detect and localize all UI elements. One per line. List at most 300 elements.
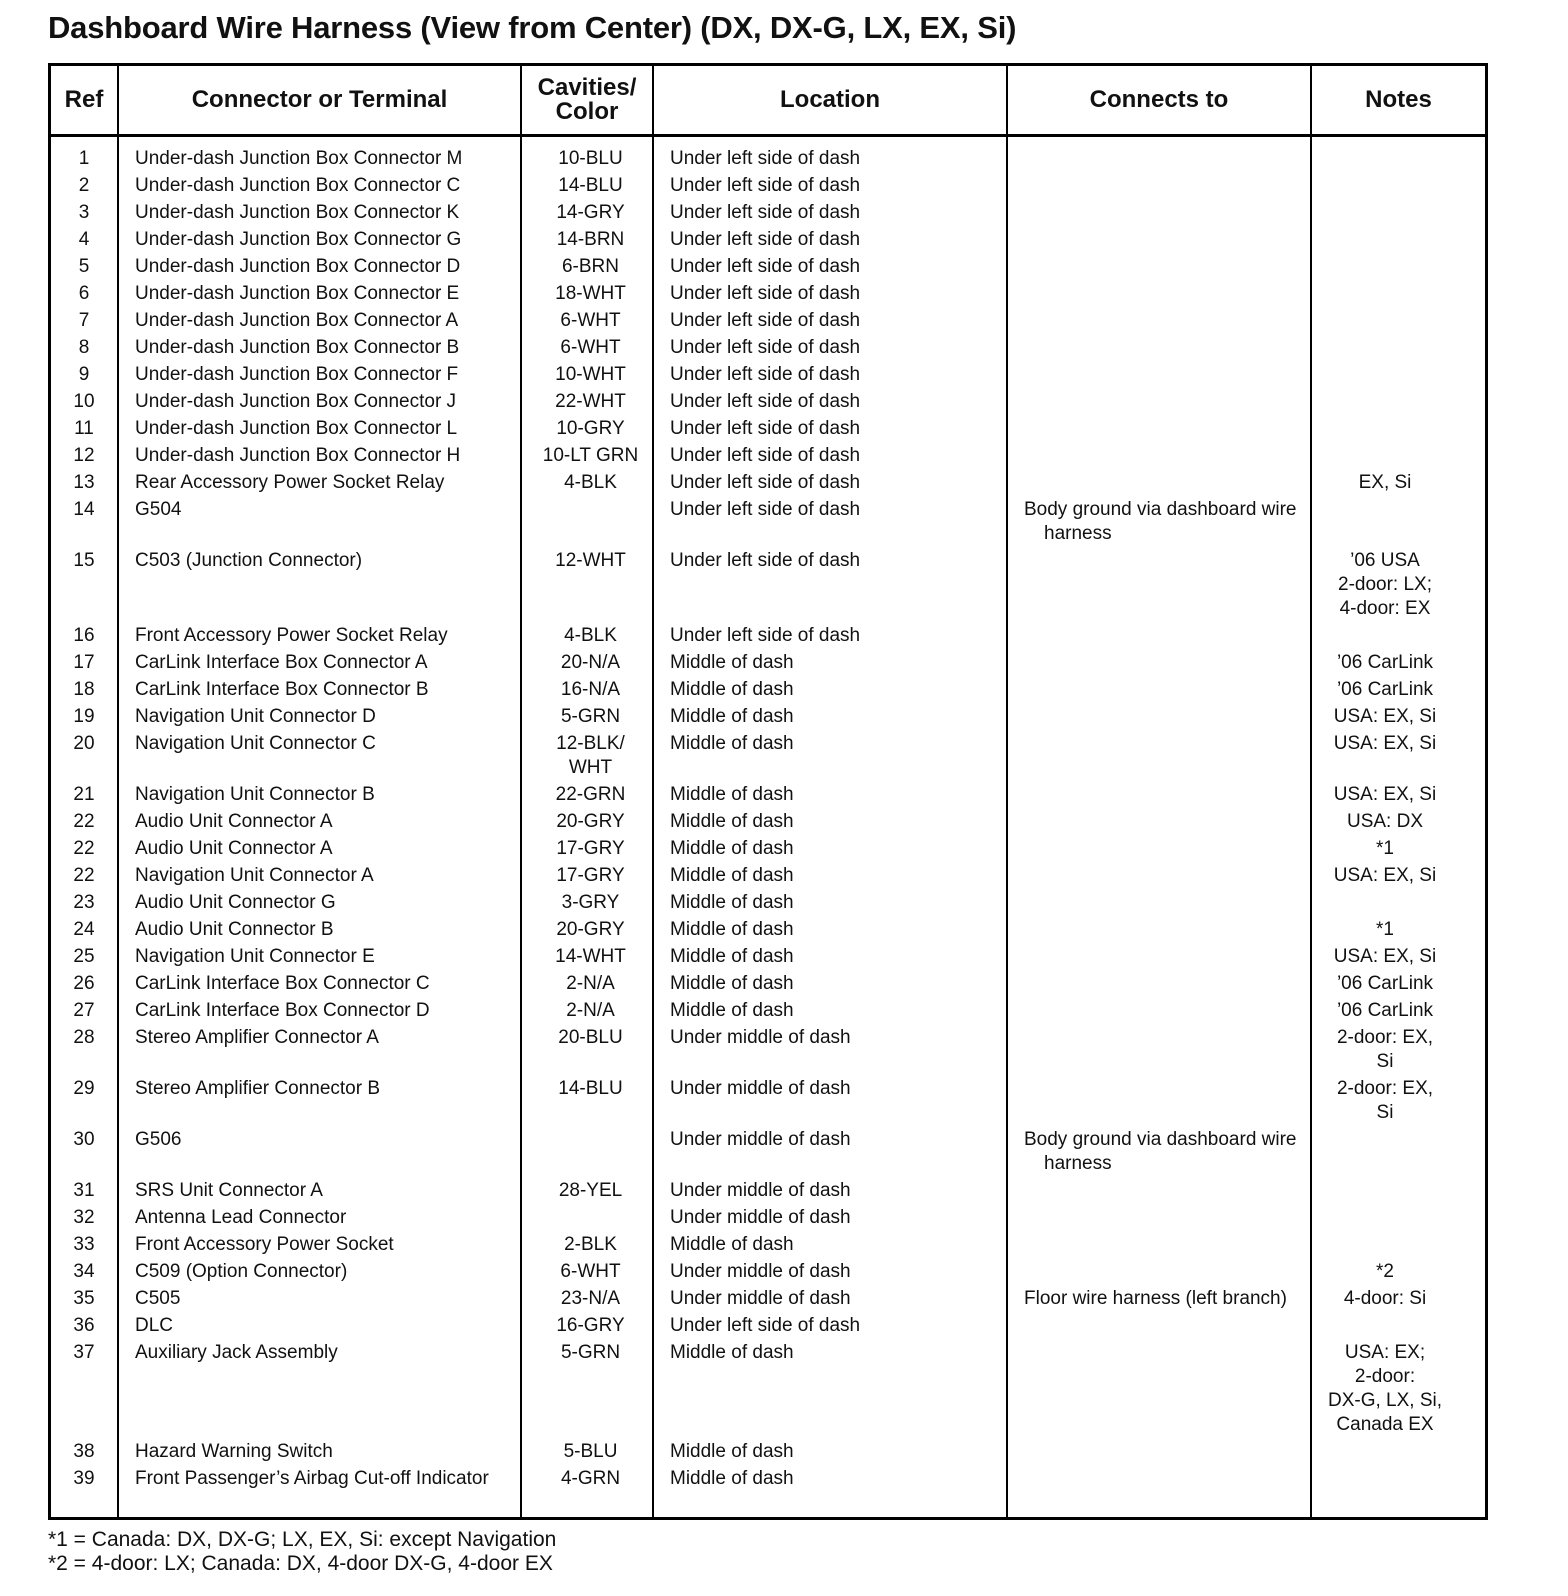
cavities-line: 14-GRY [556, 202, 625, 223]
cavities-line: 14-BRN [556, 229, 625, 250]
location-cell: Middle of dash [670, 1342, 794, 1363]
cavities-cell [523, 864, 658, 888]
cavities-cell [523, 363, 658, 387]
notes-cell [1315, 945, 1455, 969]
cavities-line: 17-GRY [556, 838, 625, 859]
connector-cell: Under-dash Junction Box Connector J [135, 391, 457, 412]
notes-cell [1315, 999, 1455, 1023]
notes-cell [1315, 732, 1455, 756]
cavities-cell [523, 918, 658, 942]
location-cell: Under left side of dash [670, 1315, 861, 1336]
header-ref: Ref [64, 86, 104, 113]
ref-cell: 4 [78, 229, 90, 250]
ref-cell: 17 [73, 652, 95, 673]
table-row [51, 498, 1485, 549]
location-cell: Middle of dash [670, 838, 794, 859]
note-line: 4-door: Si [1343, 1288, 1427, 1309]
connects-to-line: harness [1044, 1153, 1112, 1174]
ref-cell: 35 [73, 1288, 95, 1309]
table-row [51, 417, 1485, 444]
table-row [51, 651, 1485, 678]
connector-cell: Navigation Unit Connector B [135, 784, 375, 805]
table-row [51, 972, 1485, 999]
location-cell: Under middle of dash [670, 1129, 851, 1150]
cavities-cell [523, 174, 658, 198]
location-cell: Middle of dash [670, 1441, 794, 1462]
location-cell: Middle of dash [670, 652, 794, 673]
cavities-line: 16-N/A [560, 679, 621, 700]
table-row [51, 309, 1485, 336]
location-cell: Middle of dash [670, 784, 794, 805]
note-line: USA: EX, Si [1333, 946, 1437, 967]
location-cell: Middle of dash [670, 973, 794, 994]
location-cell: Under middle of dash [670, 1207, 851, 1228]
cavities-line: 20-N/A [560, 652, 621, 673]
connector-cell: Under-dash Junction Box Connector K [135, 202, 460, 223]
footnote-2: *2 = 4-door: LX; Canada: DX, 4-door DX-G, 4-door EX [48, 1552, 553, 1575]
location-cell: Under left side of dash [670, 148, 861, 169]
location-cell: Under left side of dash [670, 202, 861, 223]
table-row [51, 1179, 1485, 1206]
connector-cell: Navigation Unit Connector C [135, 733, 376, 754]
ref-cell: 14 [73, 499, 95, 520]
cavities-cell [523, 783, 658, 807]
cavities-cell [523, 471, 658, 495]
page-title: Dashboard Wire Harness (View from Center) (DX, DX-G, LX, EX, Si) [48, 10, 1017, 45]
connector-cell: Navigation Unit Connector E [135, 946, 375, 967]
cavities-line: 12-BLK/ [556, 733, 625, 754]
cavities-cell [523, 1467, 658, 1491]
cavities-line: 5-GRN [560, 1342, 621, 1363]
ref-cell: 29 [73, 1078, 95, 1099]
ref-cell: 31 [73, 1180, 95, 1201]
cavities-cell [523, 228, 658, 252]
location-cell: Under left side of dash [670, 499, 861, 520]
note-line: USA: EX, Si [1333, 706, 1437, 727]
connector-cell: CarLink Interface Box Connector D [135, 1000, 430, 1021]
note-line: ’06 CarLink [1336, 652, 1434, 673]
location-cell: Under left side of dash [670, 175, 861, 196]
table-row [51, 1314, 1485, 1341]
table-row [51, 837, 1485, 864]
connector-table [48, 63, 1488, 1520]
ref-cell: 2 [78, 175, 90, 196]
cavities-cell [523, 1314, 658, 1338]
cavities-cell [523, 651, 658, 675]
ref-cell: 20 [73, 733, 95, 754]
ref-cell: 10 [73, 391, 95, 412]
notes-cell [1315, 549, 1455, 621]
cavities-cell [523, 678, 658, 702]
notes-cell [1315, 1026, 1455, 1074]
ref-cell: 7 [78, 310, 90, 331]
cavities-line: 10-LT GRN [542, 445, 639, 466]
ref-cell: 15 [73, 550, 95, 571]
notes-cell [1315, 810, 1455, 834]
location-cell: Under middle of dash [670, 1027, 851, 1048]
table-row [51, 363, 1485, 390]
cavities-line: 12-WHT [555, 550, 626, 571]
connector-cell: Hazard Warning Switch [135, 1441, 333, 1462]
note-line: *1 [1376, 838, 1394, 859]
note-line: DX-G, LX, Si, [1327, 1390, 1443, 1411]
table-row [51, 255, 1485, 282]
location-cell: Under left side of dash [670, 337, 861, 358]
cavities-line: 2-N/A [566, 973, 615, 994]
note-line: Si [1376, 1051, 1394, 1072]
header-cavities [522, 66, 652, 134]
note-line: 4-door: EX [1339, 598, 1431, 619]
connector-cell: Under-dash Junction Box Connector G [135, 229, 462, 250]
connector-cell: Audio Unit Connector G [135, 892, 336, 913]
cavities-cell [523, 624, 658, 648]
cavities-cell [523, 309, 658, 333]
ref-cell: 37 [73, 1342, 95, 1363]
cavities-line: WHT [568, 757, 613, 778]
cavities-line: 17-GRY [556, 865, 625, 886]
table-row [51, 201, 1485, 228]
table-row [51, 1233, 1485, 1260]
table-row [51, 732, 1485, 783]
cavities-cell [523, 1077, 658, 1101]
location-cell: Under middle of dash [670, 1180, 851, 1201]
ref-cell: 1 [78, 148, 90, 169]
cavities-line: 2-BLK [564, 1234, 617, 1255]
note-line: EX, Si [1358, 472, 1412, 493]
note-line: 2-door: EX, [1336, 1027, 1434, 1048]
cavities-line: 6-BRN [561, 256, 619, 277]
connector-cell: Under-dash Junction Box Connector E [135, 283, 460, 304]
connector-cell: Front Accessory Power Socket Relay [135, 625, 448, 646]
table-row [51, 624, 1485, 651]
location-cell: Under left side of dash [670, 364, 861, 385]
ref-cell: 22 [73, 811, 95, 832]
cavities-cell [523, 1341, 658, 1365]
location-cell: Under left side of dash [670, 625, 861, 646]
connector-cell: DLC [135, 1315, 174, 1336]
table-row [51, 390, 1485, 417]
location-cell: Middle of dash [670, 865, 794, 886]
table-row [51, 471, 1485, 498]
ref-cell: 23 [73, 892, 95, 913]
cavities-line: 22-WHT [555, 391, 626, 412]
cavities-cell [523, 336, 658, 360]
connector-cell: Under-dash Junction Box Connector M [135, 148, 463, 169]
table-row [51, 549, 1485, 624]
note-line: 2-door: EX, [1336, 1078, 1434, 1099]
connector-cell: Under-dash Junction Box Connector A [135, 310, 459, 331]
cavities-line: 10-BLU [558, 148, 623, 169]
notes-cell [1315, 1287, 1455, 1311]
connector-cell: C505 [135, 1288, 181, 1309]
location-cell: Under left side of dash [670, 283, 861, 304]
cavities-line: 3-GRY [561, 892, 620, 913]
table-row [51, 1260, 1485, 1287]
location-cell: Under left side of dash [670, 472, 861, 493]
ref-cell: 36 [73, 1315, 95, 1336]
table-row [51, 228, 1485, 255]
table-row [51, 1206, 1485, 1233]
cavities-line: 23-N/A [560, 1288, 621, 1309]
connector-cell: Auxiliary Jack Assembly [135, 1342, 338, 1363]
notes-cell [1315, 837, 1455, 861]
header-cavities-line2: Color [555, 98, 619, 125]
table-row [51, 1128, 1485, 1179]
ref-cell: 30 [73, 1129, 95, 1150]
cavities-line: 14-BLU [558, 175, 623, 196]
connects-to-line: harness [1044, 523, 1112, 544]
table-row [51, 705, 1485, 732]
location-cell: Under middle of dash [670, 1261, 851, 1282]
cavities-cell [523, 282, 658, 306]
table-row [51, 282, 1485, 309]
header-divider [51, 134, 1485, 137]
location-cell: Middle of dash [670, 946, 794, 967]
cavities-cell [523, 417, 658, 441]
notes-cell [1315, 1341, 1455, 1437]
ref-cell: 13 [73, 472, 95, 493]
ref-cell: 9 [78, 364, 90, 385]
connector-cell: Audio Unit Connector A [135, 811, 333, 832]
table-row [51, 1440, 1485, 1467]
cavities-line: 14-WHT [555, 946, 626, 967]
table-row [51, 945, 1485, 972]
connector-cell: C503 (Junction Connector) [135, 550, 363, 571]
table-row [51, 864, 1485, 891]
note-line: Si [1376, 1102, 1394, 1123]
cavities-cell [523, 999, 658, 1023]
cavities-line: 14-BLU [558, 1078, 623, 1099]
table-row [51, 336, 1485, 363]
connector-cell: Under-dash Junction Box Connector B [135, 337, 460, 358]
table-row [51, 783, 1485, 810]
location-cell: Under middle of dash [670, 1288, 851, 1309]
connector-cell: Antenna Lead Connector [135, 1207, 347, 1228]
location-cell: Middle of dash [670, 706, 794, 727]
cavities-cell [523, 201, 658, 225]
location-cell: Middle of dash [670, 733, 794, 754]
ref-cell: 24 [73, 919, 95, 940]
cavities-line: 6-WHT [560, 310, 621, 331]
cavities-cell [523, 1179, 658, 1203]
footnotes [48, 1528, 556, 1576]
cavities-line: 5-BLU [563, 1441, 618, 1462]
header-connects-to: Connects to [1089, 86, 1229, 113]
table-row [51, 174, 1485, 201]
location-cell: Under left side of dash [670, 229, 861, 250]
ref-cell: 11 [74, 418, 94, 439]
table-row [51, 1467, 1485, 1494]
ref-cell: 5 [78, 256, 90, 277]
ref-cell: 22 [73, 838, 95, 859]
cavities-cell [523, 549, 658, 573]
table-body [51, 147, 1485, 1494]
connector-cell: Under-dash Junction Box Connector C [135, 175, 461, 196]
ref-cell: 16 [73, 625, 95, 646]
cavities-cell [523, 390, 658, 414]
cavities-line: 18-WHT [555, 283, 626, 304]
note-line: Canada EX [1336, 1414, 1434, 1435]
connector-cell: CarLink Interface Box Connector B [135, 679, 429, 700]
note-line: USA: EX, Si [1333, 865, 1437, 886]
location-cell: Middle of dash [670, 1468, 794, 1489]
cavities-line: 16-GRY [556, 1315, 625, 1336]
connects-to-line: Body ground via dashboard wire [1024, 1129, 1297, 1150]
notes-cell [1315, 918, 1455, 942]
cavities-cell [523, 255, 658, 279]
note-line: USA: DX [1346, 811, 1424, 832]
cavities-cell [523, 1026, 658, 1050]
note-line: ’06 CarLink [1336, 1000, 1434, 1021]
cavities-cell [523, 837, 658, 861]
table-row [51, 1287, 1485, 1314]
connector-cell: Rear Accessory Power Socket Relay [135, 472, 445, 493]
connector-cell: Stereo Amplifier Connector B [135, 1078, 381, 1099]
table-row [51, 147, 1485, 174]
cavities-line: 4-GRN [560, 1468, 621, 1489]
note-line: USA: EX, Si [1333, 733, 1437, 754]
note-line: *2 [1376, 1261, 1394, 1282]
cavities-cell [523, 732, 658, 780]
cavities-line: 4-BLK [564, 625, 617, 646]
connects-to-cell [1024, 498, 1324, 546]
cavities-line: 20-BLU [558, 1027, 623, 1048]
connector-cell: G506 [135, 1129, 182, 1150]
cavities-cell [523, 972, 658, 996]
location-cell: Middle of dash [670, 811, 794, 832]
notes-cell [1315, 783, 1455, 807]
cavities-line: 5-GRN [560, 706, 621, 727]
location-cell: Under left side of dash [670, 445, 861, 466]
ref-cell: 25 [73, 946, 95, 967]
cavities-line: 2-N/A [566, 1000, 615, 1021]
ref-cell: 39 [73, 1468, 95, 1489]
connector-cell: SRS Unit Connector A [135, 1180, 323, 1201]
note-line: 2-door: [1354, 1366, 1416, 1387]
ref-cell: 28 [73, 1027, 95, 1048]
ref-cell: 22 [73, 865, 95, 886]
table-row [51, 999, 1485, 1026]
location-cell: Under left side of dash [670, 256, 861, 277]
notes-cell [1315, 705, 1455, 729]
ref-cell: 32 [73, 1207, 95, 1228]
note-line: USA: EX, Si [1333, 784, 1437, 805]
connector-cell: Under-dash Junction Box Connector H [135, 445, 461, 466]
notes-cell [1315, 1260, 1455, 1284]
cavities-line: 4-BLK [564, 472, 617, 493]
cavities-line: 28-YEL [558, 1180, 623, 1201]
table-row [51, 1077, 1485, 1128]
connector-cell: CarLink Interface Box Connector C [135, 973, 430, 994]
ref-cell: 26 [73, 973, 95, 994]
connector-cell: Front Passenger’s Airbag Cut-off Indicator [135, 1468, 489, 1489]
connector-cell: Under-dash Junction Box Connector D [135, 256, 461, 277]
connects-to-line: Body ground via dashboard wire [1024, 499, 1297, 520]
ref-cell: 12 [73, 445, 95, 466]
cavities-cell [523, 1440, 658, 1464]
cavities-line: 6-WHT [560, 337, 621, 358]
connector-cell: Audio Unit Connector A [135, 838, 333, 859]
connector-cell: C509 (Option Connector) [135, 1261, 348, 1282]
footnote-1: *1 = Canada: DX, DX-G; LX, EX, Si: except Navigation [48, 1528, 557, 1551]
table-row [51, 1341, 1485, 1440]
location-cell: Middle of dash [670, 892, 794, 913]
connects-to-cell [1024, 1128, 1324, 1176]
note-line: *1 [1376, 919, 1394, 940]
location-cell: Middle of dash [670, 1234, 794, 1255]
location-cell: Middle of dash [670, 1000, 794, 1021]
notes-cell [1315, 471, 1455, 495]
connector-cell: Front Accessory Power Socket [135, 1234, 394, 1255]
connector-cell: Under-dash Junction Box Connector L [135, 418, 458, 439]
notes-cell [1315, 1077, 1455, 1125]
note-line: ’06 CarLink [1336, 973, 1434, 994]
header-connector: Connector or Terminal [191, 86, 448, 113]
ref-cell: 3 [78, 202, 90, 223]
header-notes: Notes [1365, 86, 1432, 113]
cavities-cell [523, 1260, 658, 1284]
cavities-cell [523, 945, 658, 969]
connector-cell: CarLink Interface Box Connector A [135, 652, 428, 673]
ref-cell: 18 [73, 679, 95, 700]
connects-to-line: Floor wire harness (left branch) [1024, 1288, 1287, 1309]
note-line: USA: EX; [1344, 1342, 1426, 1363]
connector-cell: Stereo Amplifier Connector A [135, 1027, 379, 1048]
location-cell: Under left side of dash [670, 310, 861, 331]
cavities-line: 6-WHT [560, 1261, 621, 1282]
ref-cell: 8 [78, 337, 90, 358]
ref-cell: 38 [73, 1441, 95, 1462]
location-cell: Under left side of dash [670, 550, 861, 571]
table-row [51, 1026, 1485, 1077]
connector-cell: Audio Unit Connector B [135, 919, 334, 940]
cavities-cell [523, 891, 658, 915]
note-line: ’06 CarLink [1336, 679, 1434, 700]
ref-cell: 27 [73, 1000, 95, 1021]
connector-cell: Navigation Unit Connector A [135, 865, 374, 886]
cavities-cell [523, 444, 658, 468]
connector-cell: G504 [135, 499, 182, 520]
cavities-line: 10-WHT [555, 364, 626, 385]
ref-cell: 34 [73, 1261, 95, 1282]
location-cell: Middle of dash [670, 919, 794, 940]
cavities-cell [523, 1287, 658, 1311]
location-cell: Under left side of dash [670, 391, 861, 412]
notes-cell [1315, 864, 1455, 888]
connects-to-cell [1024, 1287, 1324, 1311]
note-line: 2-door: LX; [1338, 574, 1432, 595]
connector-cell: Under-dash Junction Box Connector F [135, 364, 459, 385]
header-location: Location [780, 86, 880, 113]
table-row [51, 444, 1485, 471]
ref-cell: 33 [73, 1234, 95, 1255]
table-row [51, 891, 1485, 918]
ref-cell: 21 [73, 784, 95, 805]
cavities-line: 20-GRY [556, 811, 625, 832]
notes-cell [1315, 678, 1455, 702]
notes-cell [1315, 651, 1455, 675]
location-cell: Middle of dash [670, 679, 794, 700]
cavities-cell [523, 810, 658, 834]
connector-cell: Navigation Unit Connector D [135, 706, 376, 727]
table-row [51, 678, 1485, 705]
table-row [51, 918, 1485, 945]
cavities-line: 20-GRY [556, 919, 625, 940]
location-cell: Under middle of dash [670, 1078, 851, 1099]
ref-cell: 19 [73, 706, 95, 727]
note-line: ’06 USA [1350, 550, 1420, 571]
header-cavities-line1: Cavities/ [537, 74, 637, 101]
